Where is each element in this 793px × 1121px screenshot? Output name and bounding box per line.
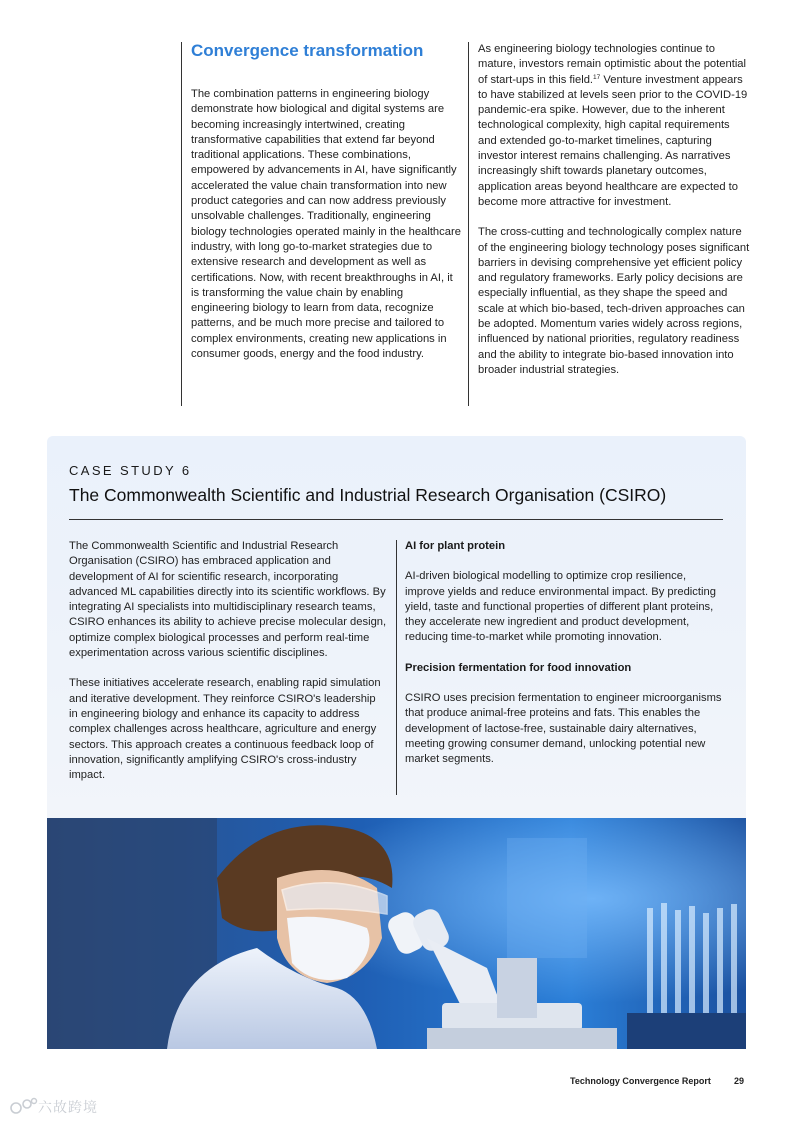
right-paragraph-2: The cross-cutting and technologically complex nature of the engineering biology technology poses significant barriers in devising comprehensive yet efficient policy and regulatory frameworks. Early policy decisions are especially influential, as they shape the speed and scale at which bio-based, tech-driven approaches can be adopted. Momentum varies widely across regions, influenced by national priorities, regulatory readiness and the ability to integrate bio-based innovation into broader industrial strategies. — [478, 226, 750, 376]
footer-report-title: Technology Convergence Report — [570, 1076, 711, 1086]
plant-protein-text: AI-driven biological modelling to optimize crop resilience, improve yields and reduce environmental impact. By predicting yield, taste and functional properties of different plant proteins, they accelerate new ingredient and product development, reducing time-to-market while promoting innovation. — [405, 570, 716, 644]
subheading-plant-protein: AI for plant protein — [405, 540, 506, 552]
case-column-rule — [396, 540, 397, 795]
right-column-rule — [468, 42, 469, 406]
footnote-ref: 17 — [593, 73, 601, 81]
watermark-text: 六故跨境 — [38, 1099, 98, 1115]
case-study-title: The Commonwealth Scientific and Industrial Research Organisation (CSIRO) — [69, 485, 667, 505]
subheading-precision-fermentation: Precision fermentation for food innovation — [405, 661, 632, 674]
case-study-left-column — [69, 539, 387, 783]
footer-page-number: 29 — [734, 1076, 745, 1086]
left-paragraph: The combination patterns in engineering biology demonstrate how biological and digital systems are becoming increasingly intertwined, creating transformative capabilities that extend far beyond traditional applications. These combinations, empowered by advancements in AI, have significantly accelerated the value chain transformation into new product categories and can now address previously unsolvable challenges. Traditionally, engineering biology technologies operated mainly in the healthcare industry, with long go-to-market strategies due to extensive research and development as well as certifications. Now, with recent breakthroughs in AI, it is transforming the value chain by enabling engineering biology to learn from data, recognize patterns, and be much more precise and tailored to complex environments, creating new applications in consumer goods, energy and the food industry. — [191, 88, 461, 361]
precision-fermentation-text: CSIRO uses precision fermentation to engineer microorganisms that produce animal-free proteins and fats. This enables the development of lactose-free, sustainable dairy alternatives, meeting growing consumer demand, unlocking potential new market segments. — [405, 692, 722, 766]
section-heading: Convergence transformation — [191, 41, 424, 60]
right-column — [478, 42, 750, 378]
case-paragraph-2: These initiatives accelerate research, enabling rapid simulation and iterative development. They reinforce CSIRO's leadership in engineering biology and enhance its capacity to address complex challenges across healthcare, agriculture and energy sectors. This approach creates a continuous feedback loop of innovation, significantly amplifying CSIRO's cross-industry impact. — [69, 677, 381, 782]
left-column-rule — [181, 42, 182, 406]
right-paragraph-1: As engineering biology technologies continue to mature, investors remain optimistic about the potential of start-ups in this field.$^{17}$ Venture investment appears to have stabilized at levels seen prior to the COVID-19 pandemic-era spike. However, due to the inherent technological complexity, high capital requirements and extended go-to-market timelines, capturing investor interest remains challenging. As narratives increasingly shift towards planetary outcomes, application areas beyond healthcare are expected to become more attractive for investment. — [478, 43, 748, 208]
left-column — [191, 41, 463, 362]
case-study-label: CASE STUDY 6 — [69, 463, 192, 478]
lab-scientist-photo — [47, 818, 746, 1049]
case-study-divider — [69, 519, 723, 520]
watermark-logo-icon — [8, 1096, 38, 1116]
case-study-right-column — [405, 539, 727, 768]
case-paragraph-1: The Commonwealth Scientific and Industrial Research Organisation (CSIRO) has embraced application and development of AI for scientific research, incorporating advanced ML capabilities directly into its scientific workflows. By integrating AI specialists into multidisciplinary research teams, CSIRO enhances its ability to achieve precise molecular design, optimize complex biological processes and perform real-time experimentation across various scientific disciplines. — [69, 540, 387, 660]
